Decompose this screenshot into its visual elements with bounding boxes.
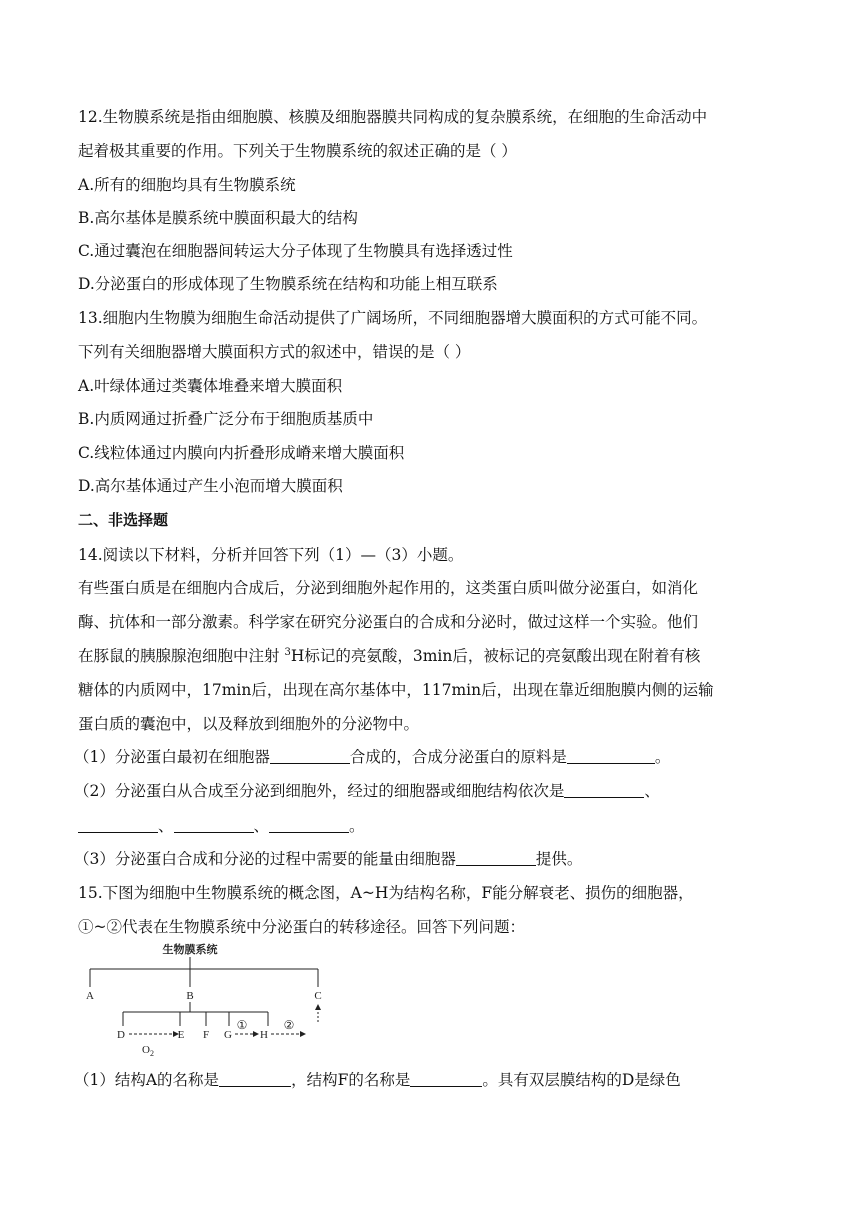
membrane-system-concept-diagram (76, 940, 336, 1060)
q15-stem-line-2: ①~②代表在生物膜系统中分泌蛋白的转移途径。回答下列问题： (78, 918, 525, 936)
answer-blank[interactable] (567, 748, 655, 764)
q13-option-c: C.线粒体通过内膜向内折叠形成嵴来增大膜面积 (78, 444, 405, 462)
diagram-node-d: D (117, 1029, 125, 1041)
q14-material-line-5: 蛋白质的囊泡中，以及释放到细胞外的分泌物中。 (78, 715, 420, 733)
q14-material-line-3a: 在豚鼠的胰腺腺泡细胞中注射 (78, 647, 280, 665)
q13-stem-line-2: 下列有关细胞器增大膜面积方式的叙述中，错误的是（ ） (78, 343, 471, 361)
diagram-title: 生物膜系统 (162, 943, 218, 956)
diagram-node-h: H (260, 1029, 268, 1041)
q14-material-line-1: 有些蛋白质是在细胞内合成后，分泌到细胞外起作用的，这类蛋白质叫做分泌蛋白，如消化 (78, 579, 699, 597)
q13-option-b: B.内质网通过折叠广泛分布于细胞质基质中 (78, 410, 374, 428)
q12-stem-line-1: 12.生物膜系统是指由细胞膜、核膜及细胞器膜共同构成的复杂膜系统，在细胞的生命活动中 (78, 108, 708, 126)
q12-option-c: C.通过囊泡在细胞器间转运大分子体现了生物膜具有选择透过性 (78, 242, 513, 260)
q14-material-line-3 (78, 646, 700, 666)
q12-option-a: A.所有的细胞均具有生物膜系统 (78, 176, 296, 194)
q12-option-b: B.高尔基体是膜系统中膜面积最大的结构 (78, 209, 358, 227)
answer-blank[interactable] (219, 1071, 291, 1087)
q14-stem: 14.阅读以下材料，分析并回答下列（1）—（3）小题。 (78, 546, 464, 564)
isotope-superscript: 3 (284, 647, 291, 658)
section-heading: 二、非选择题 (78, 511, 169, 529)
answer-blank[interactable] (78, 817, 158, 833)
q14-material-line-4: 糖体的内质网中，17min后，出现在高尔基体中，117min后，出现在靠近细胞膜内侧的运输 (78, 681, 714, 699)
answer-blank[interactable] (456, 850, 536, 866)
q14-sub2: （2）分泌蛋白从合成至分泌到细胞外，经过的细胞器或细胞结构依次是 、 (74, 782, 660, 800)
answer-blank[interactable] (269, 817, 349, 833)
q14-sub2-continued: 、 、 。 (78, 816, 365, 836)
diagram-path-1: ① (236, 1018, 248, 1032)
q14-material-line-3b: H标记的亮氨酸，3min后，被标记的亮氨酸出现在附着有核 (290, 647, 701, 665)
q13-option-d: D.高尔基体通过产生小泡而增大膜面积 (78, 477, 343, 495)
q14-sub1: （1）分泌蛋白最初在细胞器 合成的，合成分泌蛋白的原料是 。 (74, 748, 671, 766)
diagram-node-e: E (177, 1029, 185, 1041)
q13-stem-line-1: 13.细胞内生物膜为细胞生命活动提供了广阔场所，不同细胞器增大膜面积的方式可能不同。 (78, 309, 708, 327)
diagram-node-c: C (314, 990, 322, 1002)
q15-stem-line-1: 15.下图为细胞中生物膜系统的概念图，A~H为结构名称，F能分解衰老、损伤的细胞器， (78, 884, 694, 902)
diagram-node-a: A (86, 990, 94, 1002)
answer-blank[interactable] (564, 782, 644, 798)
diagram-path-2: ② (283, 1018, 295, 1032)
answer-blank[interactable] (174, 817, 254, 833)
q15-sub1: （1）结构A的名称是 ，结构F的名称是 。具有双层膜结构的D是绿色 (74, 1071, 681, 1089)
q12-stem-line-2: 起着极其重要的作用。下列关于生物膜系统的叙述正确的是（ ） (78, 142, 517, 160)
q13-option-a: A.叶绿体通过类囊体堆叠来增大膜面积 (78, 377, 343, 395)
answer-blank[interactable] (270, 748, 350, 764)
answer-blank[interactable] (410, 1071, 482, 1087)
q12-option-d: D.分泌蛋白的形成体现了生物膜系统在结构和功能上相互联系 (78, 275, 498, 293)
diagram-node-g: G (224, 1029, 232, 1041)
q14-material-line-2: 酶、抗体和一部分激素。科学家在研究分泌蛋白的合成和分泌时，做过这样一个实验。他们 (78, 613, 699, 631)
q14-sub3: （3）分泌蛋白合成和分泌的过程中需要的能量由细胞器 提供。 (74, 850, 583, 868)
diagram-node-f: F (202, 1029, 210, 1041)
diagram-node-b: B (186, 990, 194, 1002)
diagram-label-oxygen: $O_2$ (142, 1044, 154, 1058)
